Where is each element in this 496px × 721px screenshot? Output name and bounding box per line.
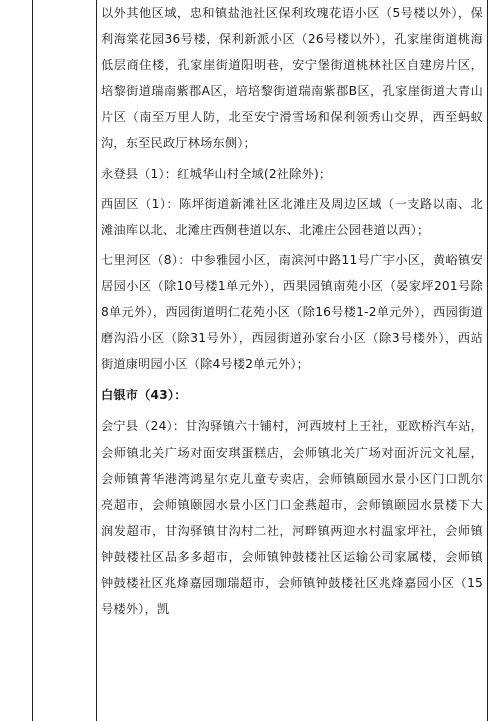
table-cell-content <box>101 0 483 721</box>
heading-baiyin: 白银市（43）： <box>101 388 187 403</box>
column-divider <box>96 0 97 721</box>
paragraph-xigu: 西固区（1）：陈坪街道新滩社区北滩庄及周边区域（一支路以南、北滩油库以北、北滩庄西侧巷道以东、北滩庄公园巷道以西）； <box>101 196 483 237</box>
paragraph-qilihe: 七里河区（8）：中参雅园小区，南滨河中路11号广宇小区，黄峪镇安居园小区（除10号楼1单元外），西果园镇南苑小区（晏家坪201号除8单元外），西园街道明仁花苑小区（除16号楼1-2单元外），西园街道磨沟沿小区（除31号外），西园街道孙家台小区（除3号楼外），西站街道康明园小区（除4号楼2单元外）； <box>101 252 483 372</box>
paragraph-lanzhou-continued: 以外其他区域，忠和镇盐池社区保利玫瑰花语小区（5号楼以外），保利海棠花园36号楼，保利新派小区（26号楼以外），孔家崖街道桃海低层商住楼，孔家崖街道阳明巷，安宁堡街道桃林社区自建房片区，培黎街道瑞南紫郡A区，培培黎街道瑞南紫郡B区，孔家崖街道大青山片区（南至万里人防，北至安宁滑雪场和保利领秀山交界，西至蚂蚁沟，东至民政厅林场东侧）； <box>101 6 483 151</box>
paragraph-yongdeng: 永登县（1）：红城华山村全域(2社除外)； <box>101 166 332 181</box>
paragraph-huining: 会宁县（24）：甘沟驿镇六十铺村，河西坡村上王社，亚欧桥汽车站，会师镇北关广场对面安琪蛋糕店，会师镇北关广场对面沂沅文礼屋，会师镇菁华港湾鸿星尔克儿童专卖店，会师镇颐园水景小区门口凯尔亮超市，会师镇颐园水景小区门口金燕超市，会师镇颐园水景楼下大润发超市，甘沟驿镇甘沟村二社，河畔镇两迎水村温家坪社，会师镇钟鼓楼社区品多多超市，会师镇钟鼓楼社区运输公司家属楼，会师镇钟鼓楼社区兆烽嘉园珈瑞超市，会师镇钟鼓楼社区兆烽嘉园小区（15号楼外），凯 <box>101 419 483 617</box>
